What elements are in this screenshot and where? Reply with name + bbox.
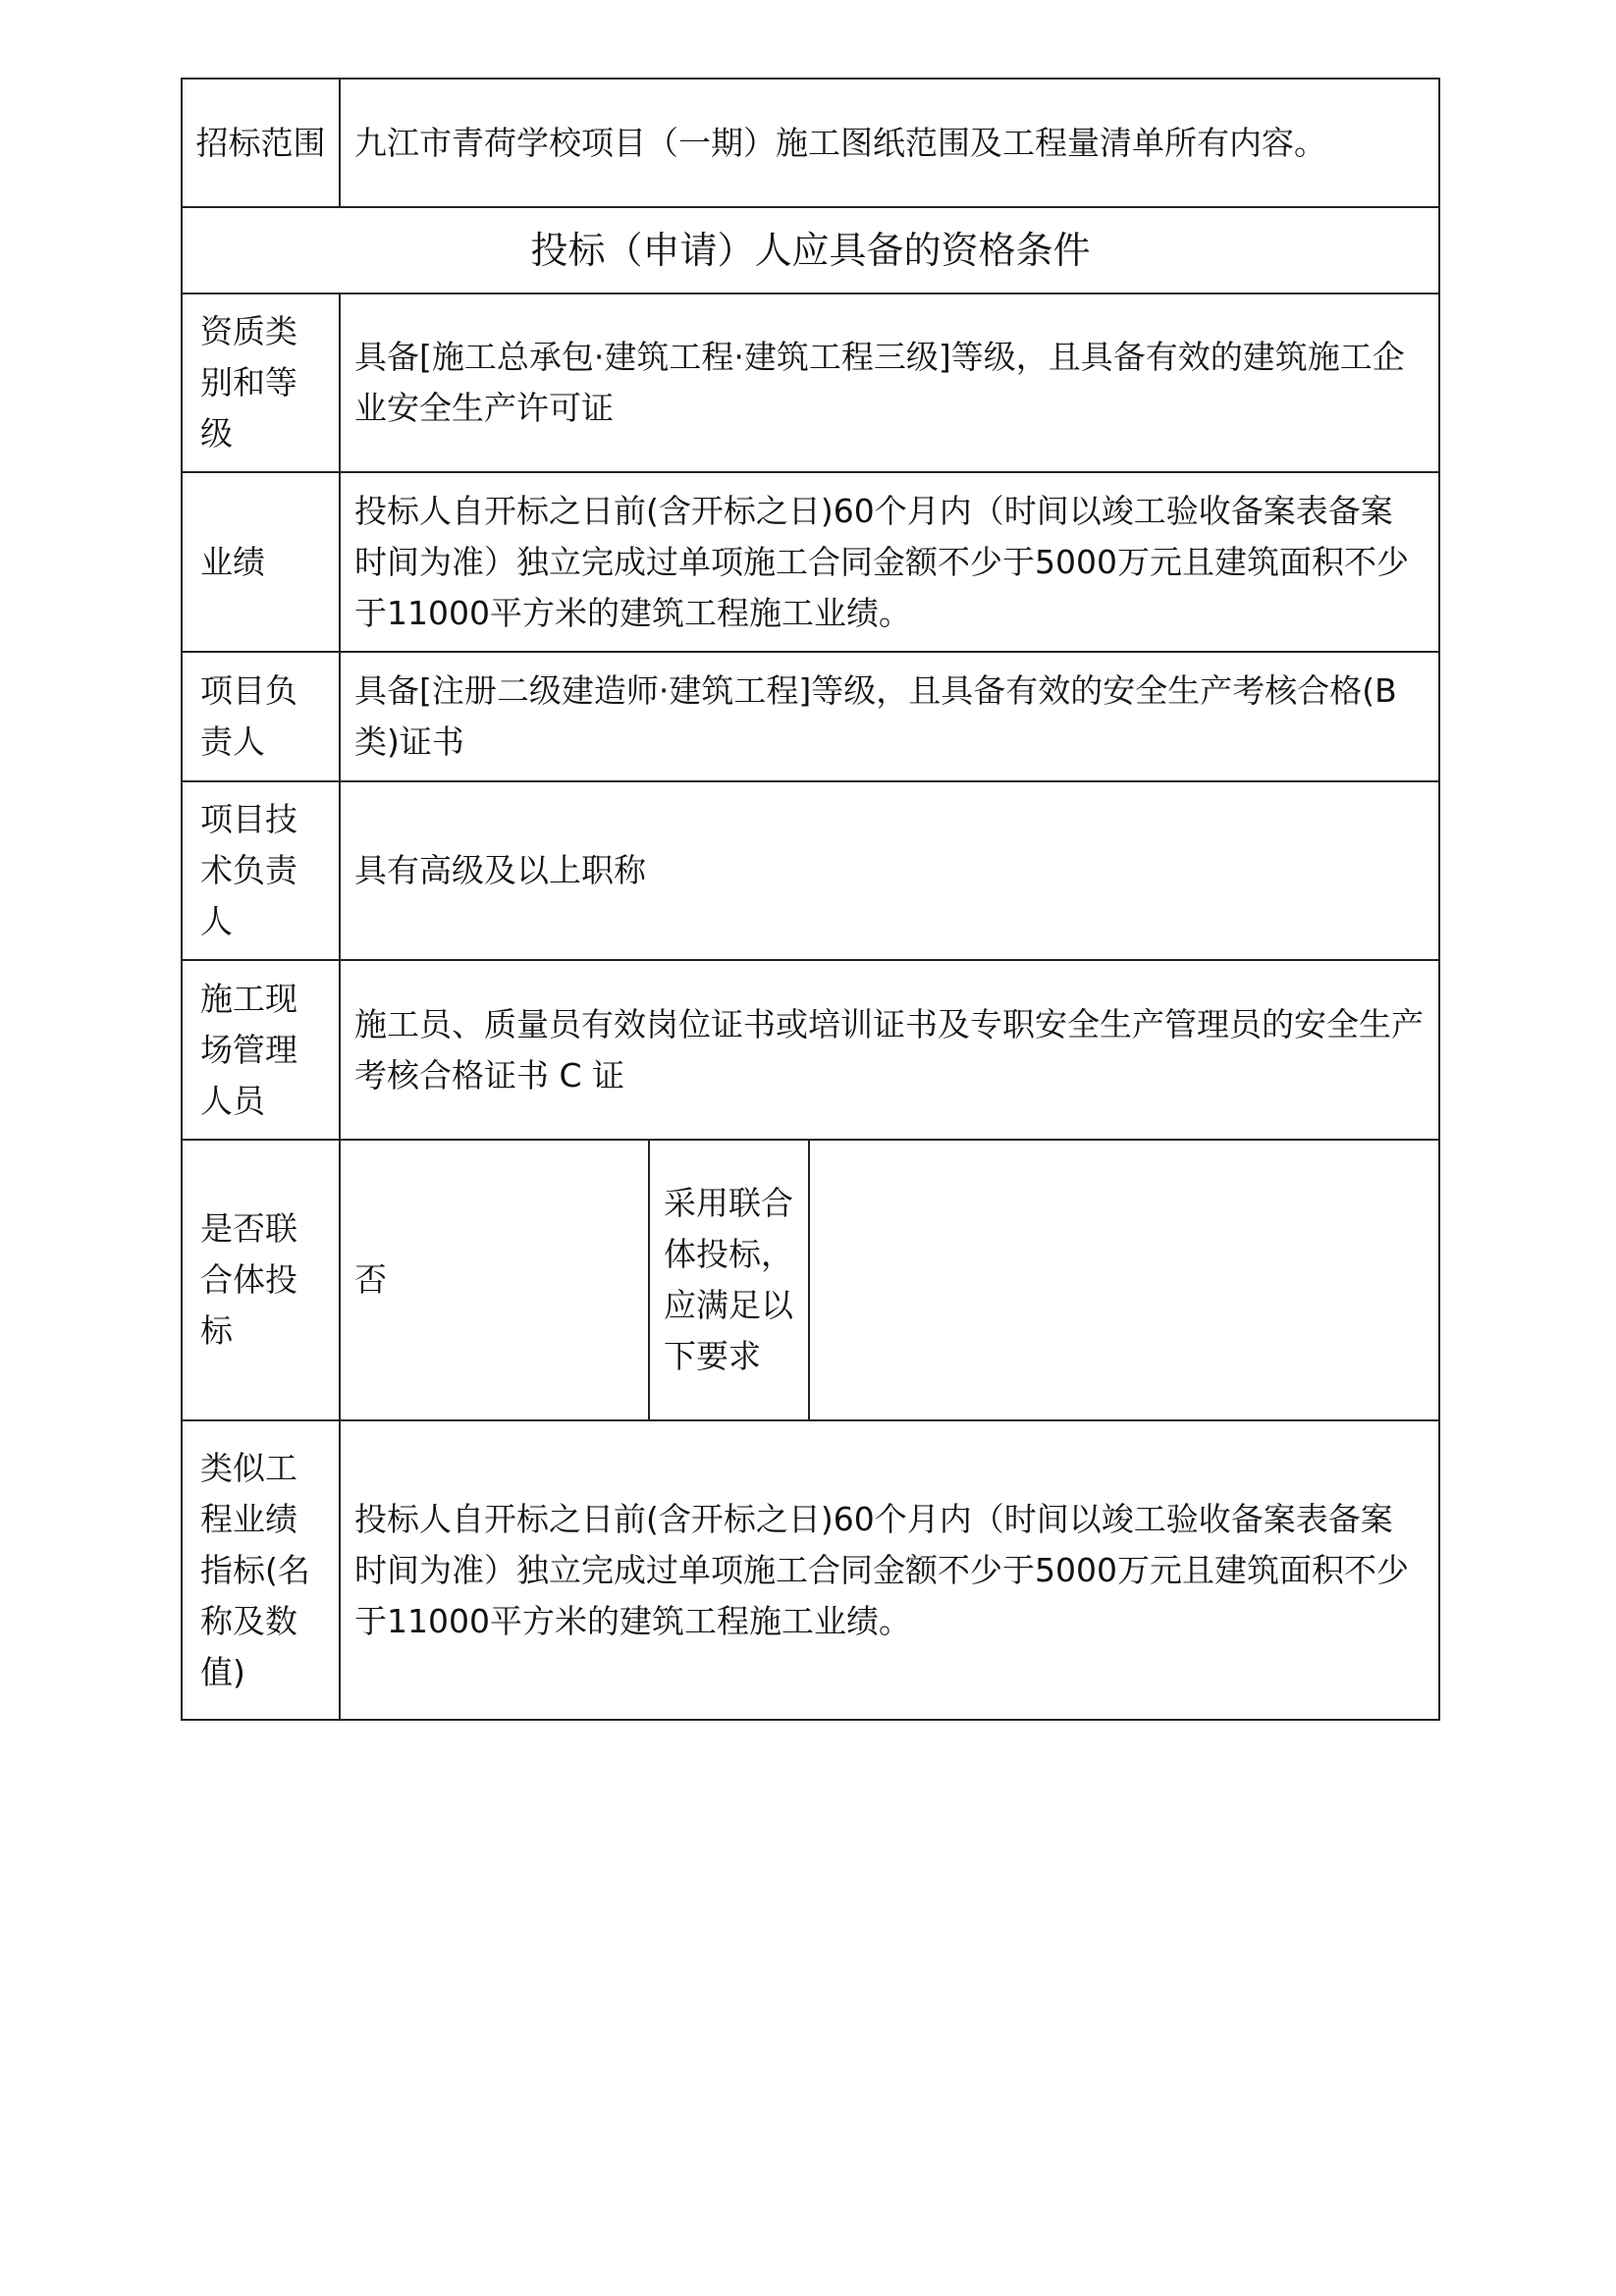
tech-lead-row bbox=[182, 781, 1439, 960]
scope-value: 九江市青荷学校项目（一期）施工图纸范围及工程量清单所有内容。 bbox=[340, 79, 1439, 207]
site-staff-value: 施工员、质量员有效岗位证书或培训证书及专职安全生产管理员的安全生产考核合格证书 C 证 bbox=[340, 960, 1439, 1140]
project-manager-value: 具备[注册二级建造师·建筑工程]等级，且具备有效的安全生产考核合格(B类)证书 bbox=[340, 652, 1439, 781]
tech-lead-label: 项目技术负责人 bbox=[182, 781, 340, 960]
scope-label: 招标范围 bbox=[182, 79, 340, 207]
consortium-requirement-value bbox=[809, 1140, 1439, 1420]
similar-row bbox=[182, 1420, 1439, 1720]
qualification-table bbox=[181, 78, 1440, 1721]
scope-row bbox=[182, 79, 1439, 207]
consortium-requirement-label: 采用联合体投标，应满足以下要求 bbox=[649, 1140, 809, 1420]
qualification-row bbox=[182, 294, 1439, 472]
similar-label: 类似工程业绩指标(名称及数值) bbox=[182, 1420, 340, 1720]
project-manager-label: 项目负责人 bbox=[182, 652, 340, 781]
qualification-value: 具备[施工总承包·建筑工程·建筑工程三级]等级，且具备有效的建筑施工企业安全生产许可证 bbox=[340, 294, 1439, 472]
section-heading-row bbox=[182, 207, 1439, 294]
performance-row bbox=[182, 472, 1439, 652]
performance-label: 业绩 bbox=[182, 472, 340, 652]
consortium-value: 否 bbox=[340, 1140, 649, 1420]
site-staff-row bbox=[182, 960, 1439, 1140]
tech-lead-value: 具有高级及以上职称 bbox=[340, 781, 1439, 960]
performance-value: 投标人自开标之日前(含开标之日)60个月内（时间以竣工验收备案表备案时间为准）独立完成过单项施工合同金额不少于5000万元且建筑面积不少于11000平方米的建筑工程施工业绩。 bbox=[340, 472, 1439, 652]
section-heading: 投标（申请）人应具备的资格条件 bbox=[182, 207, 1439, 294]
consortium-label: 是否联合体投标 bbox=[182, 1140, 340, 1420]
qualification-label: 资质类别和等级 bbox=[182, 294, 340, 472]
consortium-row bbox=[182, 1140, 1439, 1420]
site-staff-label: 施工现场管理人员 bbox=[182, 960, 340, 1140]
similar-value: 投标人自开标之日前(含开标之日)60个月内（时间以竣工验收备案表备案时间为准）独立完成过单项施工合同金额不少于5000万元且建筑面积不少于11000平方米的建筑工程施工业绩。 bbox=[340, 1420, 1439, 1720]
project-manager-row bbox=[182, 652, 1439, 781]
